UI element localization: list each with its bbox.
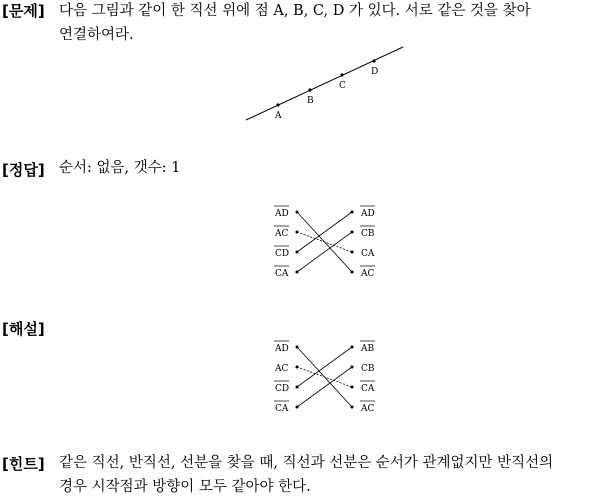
answer-left-ca: [274, 266, 289, 279]
hint-label: [힌트]: [2, 455, 45, 473]
answer-connection-2: [297, 232, 352, 252]
answer-left-ac: [274, 226, 289, 239]
svg-text:AD: AD: [275, 344, 289, 354]
answer-left-cd: [274, 246, 289, 259]
svg-text:AB: AB: [361, 344, 375, 354]
solution-label: [해설]: [2, 320, 45, 338]
hint-text-line1: 같은 직선, 반직선, 선분을 찾을 때, 직선과 선분은 순서가 관계없지만 반직선의: [59, 455, 554, 471]
problem-text-line2: 연결하여라.: [59, 27, 134, 43]
svg-text:CD: CD: [275, 384, 290, 394]
point-d: [372, 59, 375, 62]
svg-text:CD: CD: [275, 249, 290, 259]
svg-text:AC: AC: [275, 229, 289, 239]
answer-matching: [274, 206, 375, 279]
svg-text:CA: CA: [361, 249, 375, 259]
point-label-a: A: [275, 111, 282, 121]
solution-left-cd: [274, 381, 289, 394]
solution-right-ab: [360, 341, 375, 354]
solution-left-ac: [274, 364, 288, 374]
svg-text:AC: AC: [361, 269, 375, 279]
svg-text:CA: CA: [275, 269, 289, 279]
solution-left-ca: [274, 401, 289, 414]
problem-text-line1: 다음 그림과 같이 한 직선 위에 점 A, B, C, D 가 있다. 서로 같은 것을 찾아: [59, 3, 531, 19]
point-label-d: D: [371, 67, 379, 77]
hint-text-line2: 경우 시작점과 방향이 모두 같아야 한다.: [59, 479, 311, 495]
solution-connection-3: [297, 347, 352, 387]
answer-connection-3: [297, 212, 352, 252]
straight-line: [246, 47, 403, 120]
svg-text:CA: CA: [361, 384, 375, 394]
answer-text: 순서: 없음, 갯수: 1: [59, 160, 181, 176]
point-b: [308, 88, 311, 91]
point-a: [276, 103, 279, 106]
answer-connection-4: [297, 232, 352, 272]
solution-left-ad: [274, 341, 289, 354]
solution-connection-2: [297, 367, 352, 387]
point-label-c: C: [339, 81, 346, 91]
solution-right-ac: [360, 401, 375, 414]
answer-label: [정답]: [2, 161, 45, 179]
answer-right-ca: [361, 249, 375, 259]
svg-text:CB: CB: [361, 364, 375, 374]
svg-text:AD: AD: [361, 209, 375, 219]
point-label-b: B: [307, 96, 314, 106]
answer-right-cb: [360, 226, 375, 239]
svg-text:CA: CA: [275, 404, 289, 414]
solution-connection-4: [297, 367, 352, 407]
point-c: [340, 73, 343, 76]
svg-text:AC: AC: [275, 364, 289, 374]
line-figure: [246, 47, 403, 121]
svg-text:AD: AD: [275, 209, 289, 219]
answer-right-ad: [360, 206, 375, 219]
answer-left-ad: [274, 206, 289, 219]
svg-text:AC: AC: [361, 404, 375, 414]
svg-text:CB: CB: [361, 229, 375, 239]
solution-right-ca: [360, 381, 375, 394]
problem-label: [문제]: [2, 2, 45, 20]
solution-matching: [274, 341, 375, 414]
answer-right-ac: [360, 266, 375, 279]
solution-right-cb: [361, 364, 375, 374]
